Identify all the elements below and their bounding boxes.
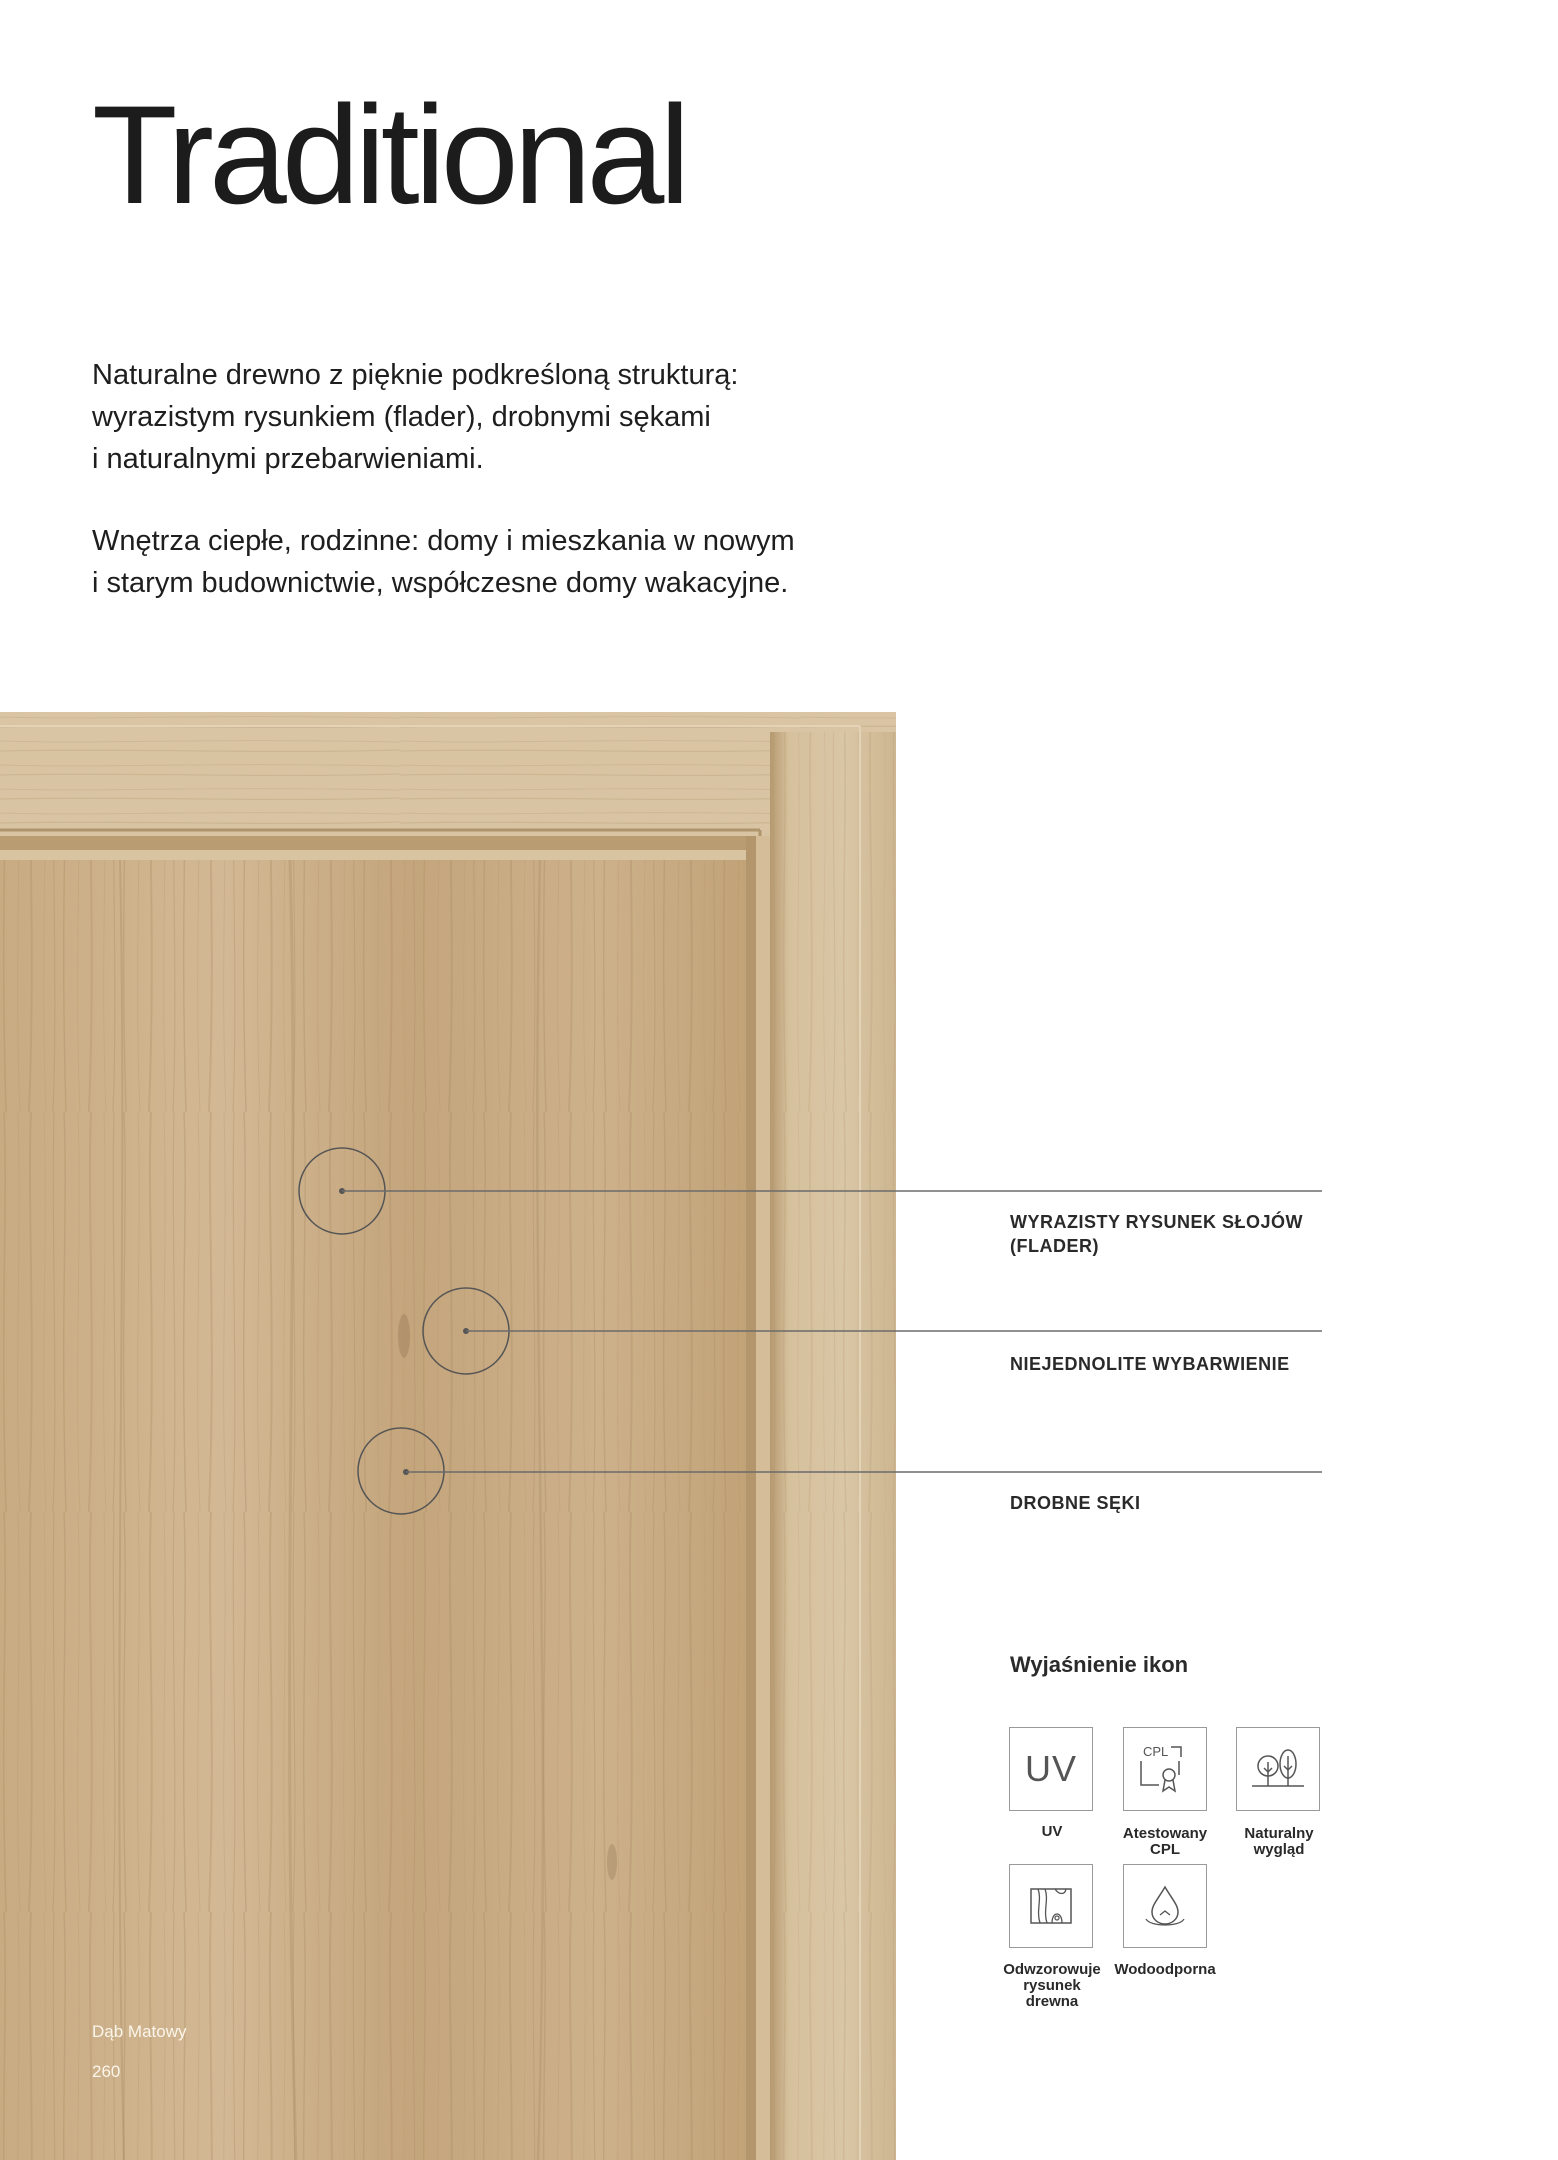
feature-label-knots bbox=[1010, 1491, 1330, 1515]
legend-label-line: wygląd bbox=[1253, 1841, 1305, 1858]
legend-label-line: Atestowany bbox=[1122, 1825, 1208, 1842]
legend-label-natural bbox=[1217, 1826, 1341, 1858]
feature-line: NIEJEDNOLITE WYBARWIENIE bbox=[1010, 1354, 1290, 1374]
legend-label-uv bbox=[990, 1824, 1114, 1840]
legend-label-line: UV bbox=[1041, 1823, 1063, 1840]
finish-name: Dąb Matowy bbox=[92, 2022, 187, 2041]
trees-icon bbox=[1236, 1727, 1320, 1811]
legend-label-grain bbox=[990, 1962, 1114, 2010]
feature-line: (FLADER) bbox=[1010, 1236, 1099, 1256]
legend-label-line: CPL bbox=[1150, 1841, 1180, 1858]
legend-label-cpl bbox=[1103, 1826, 1227, 1858]
legend-label-line: Wodoodporna bbox=[1114, 1961, 1216, 1978]
intro-line: wyrazistym rysunkiem (flader), drobnymi sękami bbox=[92, 401, 711, 433]
feature-label-grain bbox=[1010, 1210, 1330, 1258]
certificate-icon-text: CPL bbox=[1143, 1744, 1169, 1759]
wood-grain-icon bbox=[1009, 1864, 1093, 1948]
feature-label-coloring bbox=[1010, 1352, 1330, 1376]
uv-icon-text: UV bbox=[1024, 1748, 1077, 1789]
feature-line: WYRAZISTY RYSUNEK SŁOJÓW bbox=[1010, 1212, 1304, 1232]
uv-icon bbox=[1009, 1727, 1093, 1811]
intro-line: Naturalne drewno z pięknie podkreśloną strukturą: bbox=[92, 359, 739, 391]
page-title: Traditional bbox=[92, 76, 686, 233]
legend-label-line: Naturalny bbox=[1244, 1825, 1314, 1842]
legend-label-line: drewna bbox=[1025, 1993, 1079, 2010]
legend-label-waterproof bbox=[1103, 1962, 1227, 1978]
certificate-icon-graphic bbox=[1135, 1739, 1195, 1799]
legend-label-line: Odwzorowuje bbox=[1003, 1961, 1101, 1978]
page-number: 260 bbox=[92, 2062, 121, 2081]
water-drop-icon bbox=[1123, 1864, 1207, 1948]
feature-line: DROBNE SĘKI bbox=[1010, 1493, 1141, 1513]
intro-line: i naturalnymi przebarwieniami. bbox=[92, 443, 484, 475]
certificate-icon bbox=[1123, 1727, 1207, 1811]
intro-line: Wnętrza ciepłe, rodzinne: domy i mieszkania w nowym bbox=[92, 525, 795, 557]
legend-label-line: rysunek bbox=[1023, 1977, 1081, 1994]
intro-line: i starym budownictwie, współczesne domy wakacyjne. bbox=[92, 567, 789, 599]
legend-title: Wyjaśnienie ikon bbox=[1010, 1652, 1189, 1677]
